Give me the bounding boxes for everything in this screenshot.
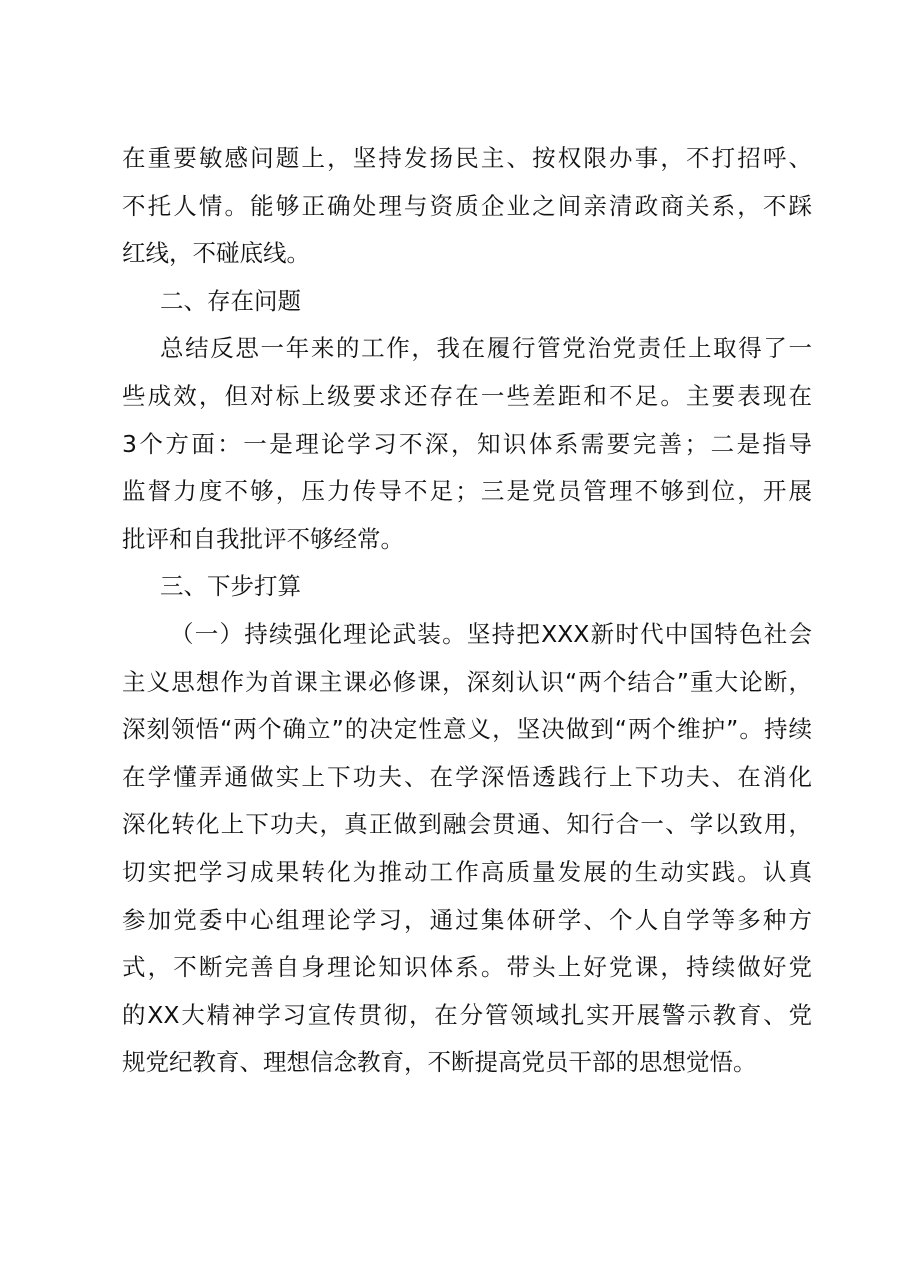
paragraph-line: 3个方面：一是理论学习不深，知识体系需要完善；二是指导 — [122, 429, 812, 458]
section-heading: 三、下步打算 — [160, 572, 301, 601]
paragraph-line: 批评和自我批评不够经常。 — [122, 524, 404, 553]
paragraph-line: 些成效，但对标上级要求还存在一些差距和不足。主要表现在 — [122, 381, 812, 410]
paragraph-line: 在重要敏感问题上，坚持发扬民主、按权限办事，不打招呼、 — [122, 144, 812, 172]
paragraph-line: （一）持续强化理论武装。坚持把XXX新时代中国特色社会 — [170, 619, 812, 648]
paragraph-line: 的XX大精神学习宣传贯彻，在分管领域扎实开展警示教育、党 — [122, 1000, 812, 1029]
paragraph-line: 总结反思一年来的工作，我在履行管党治党责任上取得了一 — [160, 334, 812, 363]
paragraph-line: 规党纪教育、理想信念教育，不断提高党员干部的思想觉悟。 — [122, 1048, 757, 1077]
paragraph-line: 在学懂弄通做实上下功夫、在学深悟透践行上下功夫、在消化 — [122, 762, 812, 791]
paragraph-line: 切实把学习成果转化为推动工作高质量发展的生动实践。认真 — [122, 857, 812, 886]
document-body — [122, 135, 812, 1087]
paragraph-line: 红线，不碰底线。 — [122, 239, 310, 268]
paragraph-line: 式，不断完善自身理论知识体系。带头上好党课，持续做好党 — [122, 953, 812, 982]
paragraph-line: 主义思想作为首课主课必修课，深刻认识“两个结合”重大论断， — [122, 667, 812, 696]
paragraph-line: 不托人情。能够正确处理与资质企业之间亲清政商关系，不踩 — [122, 191, 812, 220]
paragraph-line: 监督力度不够，压力传导不足；三是党员管理不够到位，开展 — [122, 477, 812, 506]
paragraph-line: 深刻领悟“两个确立”的决定性意义，坚决做到“两个维护”。持续 — [122, 715, 812, 744]
section-heading: 二、存在问题 — [160, 286, 301, 315]
paragraph-line: 参加党委中心组理论学习，通过集体研学、个人自学等多种方 — [122, 905, 812, 934]
paragraph-line: 深化转化上下功夫，真正做到融会贯通、知行合一、学以致用， — [122, 810, 812, 839]
